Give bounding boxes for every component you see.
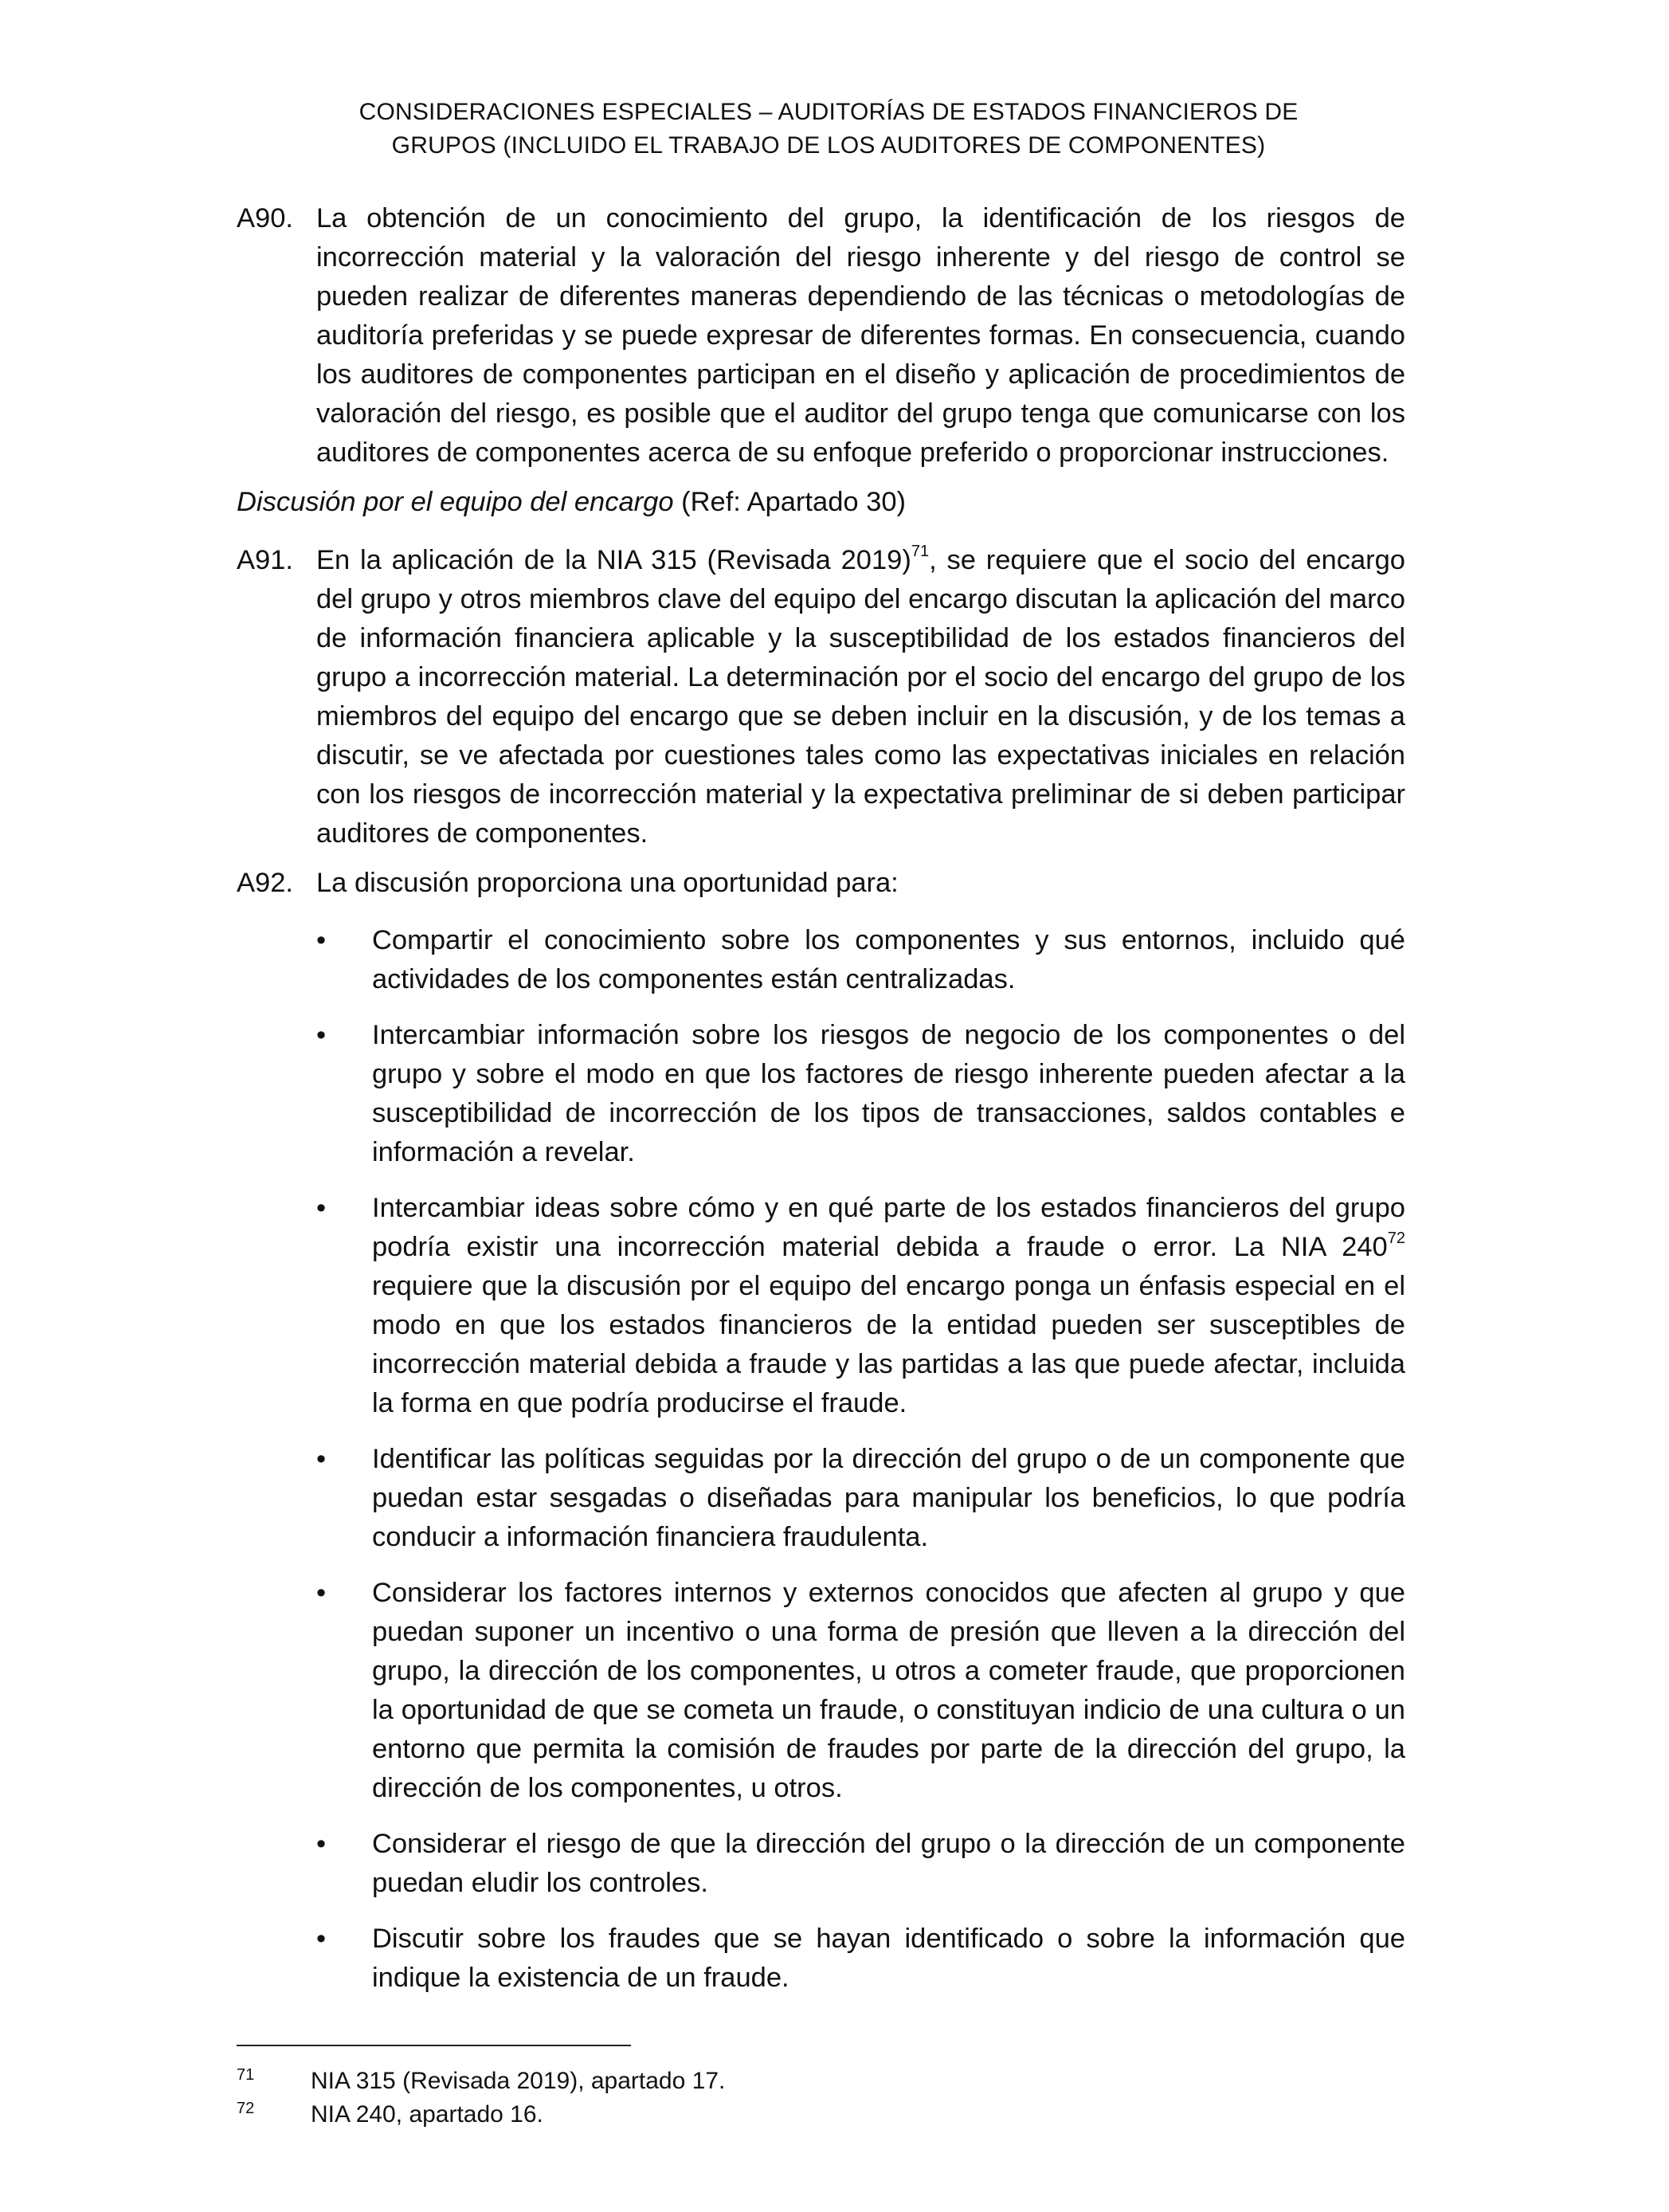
list-item-text: Discutir sobre los fraudes que se hayan identificado o sobre la información que indique la existencia de un fraude. [372, 1924, 1405, 1993]
bullet-marker: • [316, 1924, 327, 1954]
list-item-text: Identificar las políticas seguidas por la dirección del grupo o de un componente que puedan estar sesgadas o diseñadas para manipular los beneficios, lo que podría conducir a información financiera fraudulenta. [372, 1444, 1405, 1552]
list-item [316, 921, 1405, 999]
bullet-list [316, 921, 1405, 2014]
bullet-marker: • [316, 1193, 327, 1223]
header-line-1: CONSIDERACIONES ESPECIALES – AUDITORÍAS DE ESTADOS FINANCIEROS DE [358, 99, 1299, 125]
paragraph-text-part: , se requiere que el socio del encargo del grupo y otros miembros clave del equipo del encargo discutan la aplicación del marco de información financiera aplicable y la susceptibilidad de los estados financieros del grupo a incorrección material. La determinación por el socio del encargo del grupo de los miembros del equipo del encargo que se deben incluir en la discusión, y de los temas a discutir, se ve afectada por cuestiones tales como las expectativas iniciales en relación con los riesgos de incorrección material y la expectativa preliminar de si deben participar auditores de componentes. [316, 545, 1405, 849]
paragraph-text-part: En la aplicación de la NIA 315 (Revisada 2019) [316, 545, 911, 575]
paragraph-a92 [237, 864, 1405, 903]
list-item-text: Compartir el conocimiento sobre los componentes y sus entornos, incluido qué actividades de los componentes están centralizadas. [372, 925, 1405, 994]
list-item-text: Considerar el riesgo de que la dirección del grupo o la dirección de un componente puedan eludir los controles. [372, 1829, 1405, 1898]
list-item [316, 1440, 1405, 1557]
list-item [316, 1574, 1405, 1808]
footnotes [237, 2065, 1272, 2132]
bullet-marker: • [316, 1829, 327, 1859]
footnote-reference[interactable]: 71 [911, 542, 930, 560]
subheading-reference: (Ref: Apartado 30) [673, 487, 907, 517]
footnote-reference[interactable]: 72 [1387, 1229, 1405, 1247]
list-item-text-part: Intercambiar ideas sobre cómo y en qué parte de los estados financieros del grupo podría existir una incorrección material debida a fraude o error. La NIA 240 [372, 1193, 1405, 1262]
footnote-divider [237, 2045, 631, 2046]
subheading-title: Discusión por el equipo del encargo [237, 487, 674, 517]
bullet-marker: • [316, 925, 327, 955]
paragraph-number: A92. [237, 868, 293, 898]
list-item-text [372, 1189, 1405, 1423]
paragraph-a90 [237, 199, 1405, 473]
header-line-2: GRUPOS (INCLUIDO EL TRABAJO DE LOS AUDITORES DE COMPONENTES) [391, 132, 1266, 159]
list-item [316, 1825, 1405, 1903]
list-item-text: Intercambiar información sobre los riesgos de negocio de los componentes o del grupo y sobre el modo en que los factores de riesgo inherente pueden afectar a la susceptibilidad de incorrección de los tipos de transacciones, saldos contables e información a revelar. [372, 1020, 1405, 1167]
footnote-number: 72 [237, 2100, 255, 2117]
page-header [239, 96, 1418, 163]
paragraph-number: A90. [237, 203, 293, 233]
list-item [316, 1189, 1405, 1423]
bullet-marker: • [316, 1444, 327, 1474]
footnote [237, 2065, 1272, 2099]
bullet-marker: • [316, 1578, 327, 1608]
paragraph-a91 [237, 541, 1405, 853]
list-item [316, 1016, 1405, 1172]
bullet-marker: • [316, 1020, 327, 1050]
paragraph-text [316, 541, 1405, 853]
footnote-text: NIA 240, apartado 16. [311, 2101, 543, 2128]
section-subheading [237, 483, 1405, 522]
list-item-text-part: requiere que la discusión por el equipo del encargo ponga un énfasis especial en el modo en que los estados financieros de la entidad pueden ser susceptibles de incorrección material debida a fraude y las partidas a las que puede afectar, incluida la forma en que podría producirse el fraude. [372, 1271, 1405, 1418]
paragraph-text: La obtención de un conocimiento del grupo, la identificación de los riesgos de incorrección material y la valoración del riesgo inherente y del riesgo de control se pueden realizar de diferentes maneras dependiendo de las técnicas o metodologías de auditoría preferidas y se puede expresar de diferentes formas. En consecuencia, cuando los auditores de componentes participan en el diseño y aplicación de procedimientos de valoración del riesgo, es posible que el auditor del grupo tenga que comunicarse con los auditores de componentes acerca de su enfoque preferido o proporcionar instrucciones. [316, 203, 1405, 468]
list-item-text: Considerar los factores internos y externos conocidos que afecten al grupo y que puedan suponer un incentivo o una forma de presión que lleven a la dirección del grupo, la dirección de los componentes, u otros a cometer fraude, que proporcionen la oportunidad de que se cometa un fraude, o constituyan indicio de una cultura o un entorno que permita la comisión de fraudes por parte de la dirección del grupo, la dirección de los componentes, u otros. [372, 1578, 1405, 1803]
paragraph-number: A91. [237, 545, 293, 575]
footnote-number: 71 [237, 2066, 255, 2084]
footnote [237, 2099, 1272, 2132]
paragraph-text: La discusión proporciona una oportunidad para: [316, 868, 899, 898]
footnote-text: NIA 315 (Revisada 2019), apartado 17. [311, 2068, 726, 2094]
list-item [316, 1920, 1405, 1998]
